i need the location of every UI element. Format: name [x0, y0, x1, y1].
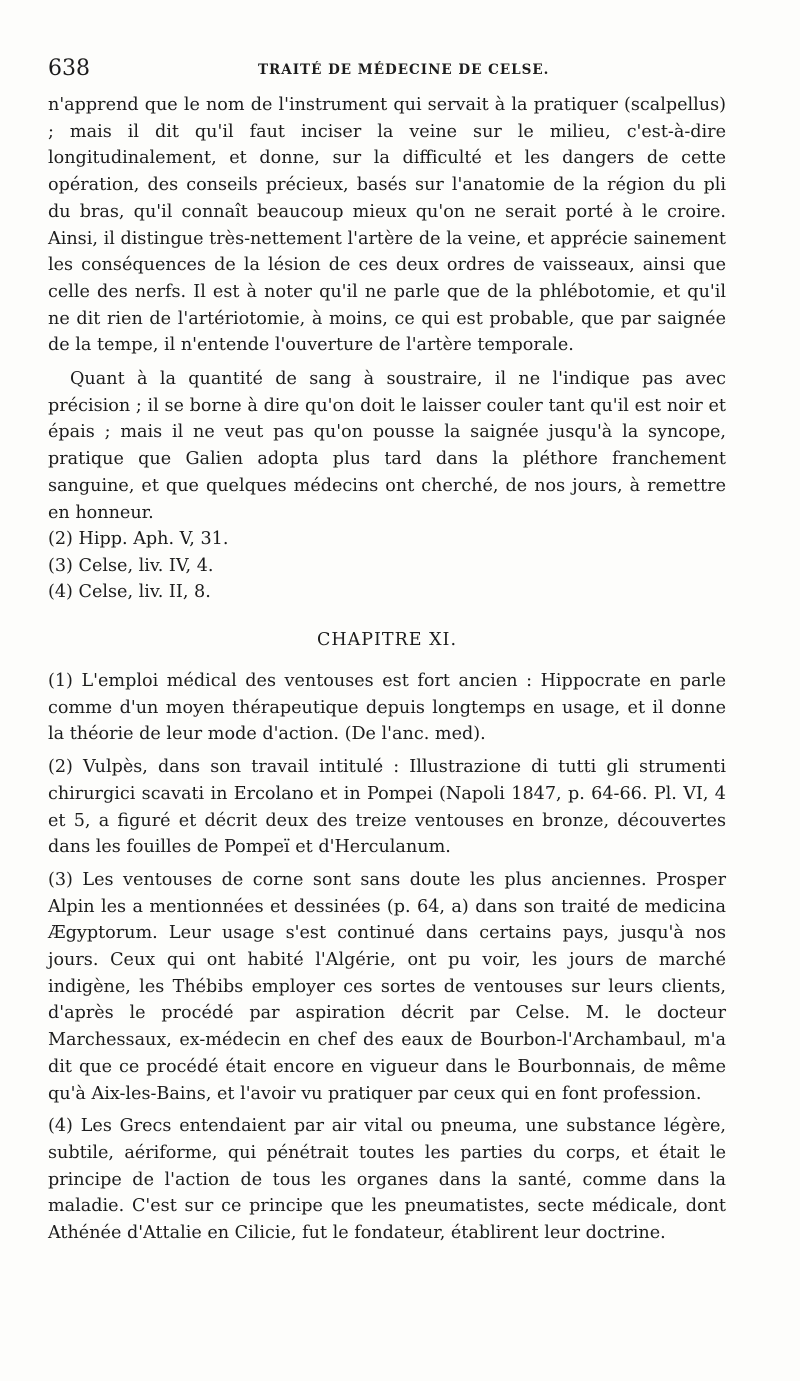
footnote-reference: (4) Celse, liv. II, 8. [48, 582, 211, 603]
page [48, 56, 726, 1247]
footnote-reference: (2) Hipp. Aph. V, 31. [48, 529, 229, 550]
note-4: (4) Les Grecs entendaient par air vital ou pneuma, une substance légère, subtile, aériforme, qui pénétrait toutes les parties du corps, et était le principe de l'action de tous les organes dans la santé, comme dans la maladie. C'est sur ce principe que les pneumatistes, secte médicale, dont Athénée d'Attalie en Cilicie, fut le fondateur, établirent leur doctrine. [48, 1116, 726, 1244]
paragraph-1: n'apprend que le nom de l'instrument qui servait à la pratiquer (scalpellus) ; mais il dit qu'il faut inciser la veine sur le milieu, c'est-à-dire longitudinalement, et donne, sur la difficulté et les dangers de cette opération, des conseils précieux, basés sur l'anatomie de la région du pli du bras, qu'il connaît beaucoup mieux qu'on ne serait porté à le croire. Ainsi, il distingue très-nettement l'artère de la veine, et apprécie sainement les conséquences de la lésion de ces deux ordres de vaisseaux, ainsi que celle des nerfs. Il est à noter qu'il ne parle que de la phlébotomie, et qu'il ne dit rien de l'artériotomie, à moins, ce qui est probable, que par saignée de la tempe, il n'entende l'ouverture de l'artère temporale. [48, 95, 726, 356]
footnote-references [48, 526, 726, 606]
chapter-heading: CHAPITRE XI. [316, 630, 458, 651]
running-title: TRAITÉ DE MÉDECINE DE CELSE. [258, 62, 550, 78]
chapter-notes [48, 668, 726, 1247]
paragraph-2: Quant à la quantité de sang à soustraire, il ne l'indique pas avec précision ; il se borne à dire qu'on doit le laisser couler tant qu'il est noir et épais ; mais il ne veut pas qu'on pousse la saignée jusqu'à la syncope, pratique que Galien adopta plus tard dans la pléthore franchement sanguine, et que quelques médecins ont cherché, de nos jours, à remettre en honneur. [48, 369, 726, 523]
note-2: (2) Vulpès, dans son travail intitulé : Illustrazione di tutti gli strumenti chirurgici scavati in Ercolano et in Pompei (Napoli 1847, p. 64-66. Pl. VI, 4 et 5, a figuré et décrit deux des treize ventouses en bronze, découvertes dans les fouilles de Pompeï et d'Herculanum. [48, 757, 726, 858]
page-number: 638 [48, 56, 90, 81]
page-header [48, 56, 726, 90]
note-1: (1) L'emploi médical des ventouses est fort ancien : Hippocrate en parle comme d'un moyen thérapeutique depuis longtemps en usage, et il donne la théorie de leur mode d'action. (De l'anc. med). [48, 671, 726, 745]
footnote-reference: (3) Celse, liv. IV, 4. [48, 555, 214, 576]
note-3: (3) Les ventouses de corne sont sans doute les plus anciennes. Prosper Alpin les a mentionnées et dessinées (p. 64, a) dans son traité de medicina Ægyptorum. Leur usage s'est continué dans certains pays, jusqu'à nos jours. Ceux qui ont habité l'Algérie, ont pu voir, les jours de marché indigène, les Thébibs employer ces sortes de ventouses sur leurs clients, d'après le procédé par aspiration décrit par Celse. M. le docteur Marchessaux, ex-médecin en chef des eaux de Bourbon-l'Archambaul, m'a dit que ce procédé était encore en vigueur dans le Bourbonnais, de même qu'à Aix-les-Bains, et l'avoir vu pratiquer par ceux qui en font profession. [48, 869, 726, 1104]
